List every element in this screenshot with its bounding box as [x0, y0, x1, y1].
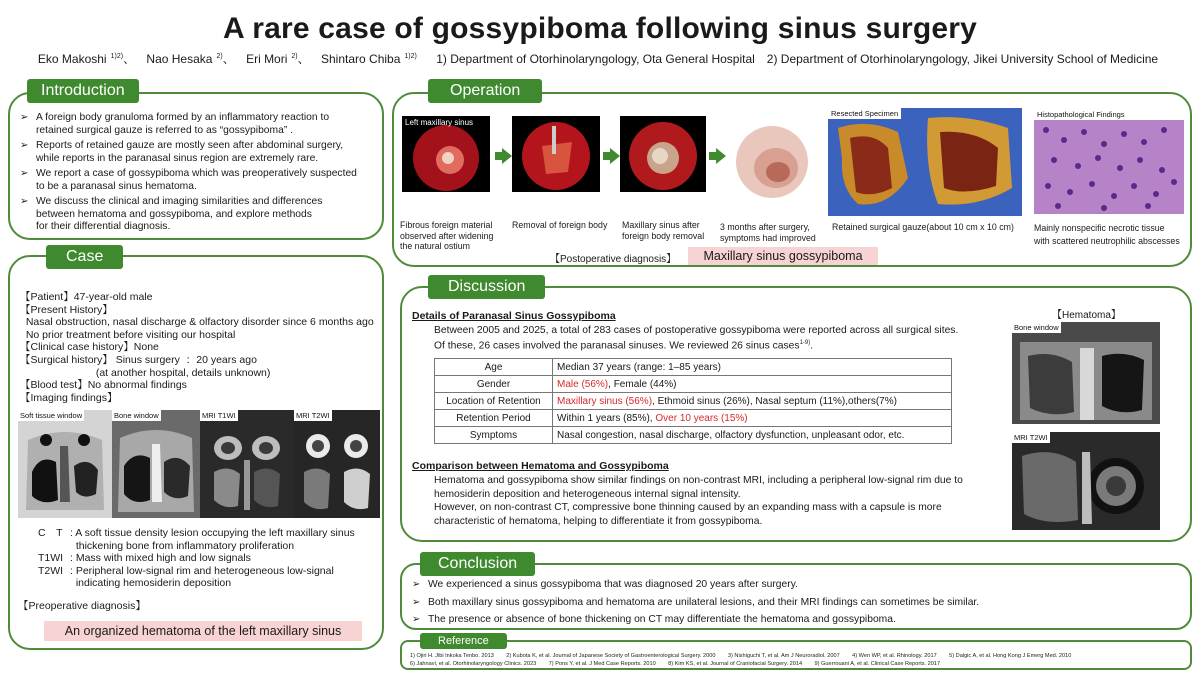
table-row: Location of Retention Maxillary sinus (56%), Ethmoid sinus (26%), Nasal septum (11%),others(7%) — [435, 393, 952, 410]
table-row: Gender Male (56%), Female (44%) — [435, 376, 952, 393]
poster-title: A rare case of gossypiboma following sinus surgery — [222, 12, 978, 45]
case-line: 【Surgical history】 Sinus surgery ：20 years ago — [20, 353, 257, 366]
case-line: No prior treatment before visiting our hospital — [20, 328, 236, 341]
finding-t1wi: T1WI : Mass with mixed high and low signals — [38, 552, 251, 565]
arrow-icon — [502, 148, 512, 164]
introduction-heading: Introduction — [27, 79, 139, 103]
postop-label: 【Postoperative diagnosis】 — [550, 254, 677, 265]
discussion-text: characteristic of hematoma, helping to differentiate it from gossypiboma. — [434, 515, 763, 527]
case-line: 【Blood test】No abnormal findings — [20, 379, 187, 392]
resected-specimen-image: Resected Specimen — [828, 108, 1022, 216]
caption-1: Fibrous foreign material observed after widening the natural ostium — [400, 220, 494, 251]
author-4: Shintaro Chiba $^{1)2)}$ — [321, 52, 417, 66]
arrow-icon — [716, 148, 726, 164]
author-line — [0, 50, 1200, 67]
mri-t2wi-image: MRI T2WI — [294, 410, 380, 518]
ct-bone-window-image: Bone window — [112, 410, 200, 518]
case-line: 【Imaging findings】 — [20, 391, 118, 404]
operation-panel — [392, 92, 1192, 267]
case-line: 【Present History】 — [20, 303, 113, 316]
caption-6: Mainly nonspecific necrotic tissue with scattered neutrophilic abscesses — [1034, 223, 1180, 246]
discussion-panel — [400, 286, 1192, 542]
conclusion-bullet: ➢ The presence or absence of bone thickening on CT may differentiate the hematoma and gossypiboma. — [412, 614, 1182, 627]
case-line: 【Patient】47-year-old male — [20, 291, 153, 303]
case-line: (at another hospital, details unknown) — [20, 366, 271, 379]
endoscopy-image-3 — [620, 116, 706, 192]
case-line: Nasal obstruction, nasal discharge & olfactory disorder since 6 months ago — [20, 316, 374, 329]
ct-soft-tissue-image: Soft tissue window — [18, 410, 112, 518]
preop-diagnosis: An organized hematoma of the left maxillary sinus — [44, 621, 362, 641]
conclusion-bullet: ➢ Both maxillary sinus gossypiboma and hematoma are unilateral lesions, and their MRI findings can sometimes be similar. — [412, 597, 1182, 610]
caption-2: Removal of foreign body — [512, 220, 608, 230]
caption-3: Maxillary sinus after foreign body removal — [622, 220, 705, 241]
hematoma-ct-image: Bone window — [1012, 322, 1160, 424]
hematoma-mri-image: MRI T2WI — [1012, 432, 1160, 530]
hematoma-label: 【Hematoma】 — [1052, 310, 1121, 321]
case-panel — [8, 255, 384, 650]
intro-bullet: ➢ We discuss the clinical and imaging similarities and differences between hematoma and gossypiboma, and explore methods for their differential diagnosis. — [20, 196, 380, 234]
histopathology-image: Histopathological Findings — [1034, 108, 1184, 214]
discussion-text: Hematoma and gossypiboma show similar findings on non-contrast MRI, including a peripheral low-signal rim due to — [434, 475, 963, 486]
discussion-subheading-1: Details of Paranasal Sinus Gossypiboma — [412, 310, 616, 322]
discussion-heading: Discussion — [428, 275, 545, 299]
reference-line: 1) Ojiri H. Jibi Inkoka Tenbo. 2013 2) Kubota K, et al. Journal of Japanese Society of Gastroenterological Surgery. 2000 3) Nishiguchi T, et al. Am J Neuroradiol. 2007 4) Wen WP, et al. Rhinology. 2017 5) Dalgic A, et al. Hong Kong J Emerg Med. 2010 — [410, 653, 1072, 659]
affiliations: 1) Department of Otorhinolaryngology, Ota General Hospital 2) Department of Otorhinolaryngology, Jikei University School of Medicine — [436, 52, 1159, 66]
author-2: Nao Hesaka $^{2)}$、 — [146, 52, 235, 66]
case-line: 【Clinical case history】None — [20, 341, 159, 354]
mri-t1wi-image: MRI T1WI — [200, 410, 294, 518]
conclusion-heading: Conclusion — [420, 552, 535, 576]
discussion-subheading-2: Comparison between Hematoma and Gossypiboma — [412, 460, 669, 472]
table-row: Retention Period Within 1 years (85%), Over 10 years (15%) — [435, 410, 952, 427]
table-row: Symptoms Nasal congestion, nasal discharge, olfactory dysfunction, unpleasant odor, etc. — [435, 427, 952, 444]
intro-bullet: ➢ Reports of retained gauze are mostly seen after abdominal surgery, while reports in the paranasal sinus region are extremely rare. — [20, 140, 380, 165]
reference-heading: Reference — [420, 633, 507, 649]
discussion-text: However, on non-contrast CT, compressive bone thinning caused by an expanding mass with a capsule is more — [434, 502, 942, 513]
reference-panel — [400, 640, 1192, 670]
caption-5: Retained surgical gauze(about 10 cm x 10 cm) — [832, 222, 1014, 232]
endoscopy-image-1: Left maxillary sinus — [402, 116, 490, 192]
intro-bullet: ➢ We report a case of gossypiboma which was preoperatively suspected to be a paranasal sinus hematoma. — [20, 168, 380, 193]
reference-line: 6) Jahnavi, et al. Otorhinolaryngology Clinics. 2023 7) Pons Y, et al. J Med Case Reports. 2010 8) Kim KS, et al. Journal of Craniofacial Surgery. 2014 9) Guerrouani A, et al. Clinical Case Reports. 2017 — [410, 661, 941, 667]
caption-4: 3 months after surgery, symptoms had improved — [720, 222, 816, 243]
postop-diagnosis: Maxillary sinus gossypiboma — [688, 247, 878, 265]
intro-bullet: ➢ A foreign body granuloma formed by an inflammatory reaction to retained surgical gauze is referred to as “gossypiboma” . — [20, 112, 380, 137]
finding-t2wi: T2WI : Peripheral low-signal rim and heterogeneous low-signal indicating hemosiderin deposition — [38, 564, 334, 590]
operation-heading: Operation — [428, 79, 542, 103]
introduction-panel — [8, 92, 384, 240]
endoscopy-image-4 — [726, 122, 818, 200]
author-3: Eri Mori $^{2)}$、 — [246, 52, 310, 66]
summary-table — [434, 358, 952, 444]
table-row: Age Median 37 years (range: 1–85 years) — [435, 359, 952, 376]
discussion-text: hemosiderin deposition and heterogeneous internal signal intensity. — [434, 488, 741, 500]
discussion-text: Between 2005 and 2025, a total of 283 cases of postoperative gossypiboma were reported across all surgical sites. — [434, 325, 959, 336]
discussion-text: Of these, 26 cases involved the paranasal sinuses. We reviewed 26 sinus cases$^{1-9)}$. — [434, 340, 814, 352]
preop-label: 【Preoperative diagnosis】 — [18, 600, 146, 612]
author-1: Eko Makoshi $^{1)2)}$、 — [37, 52, 136, 66]
case-heading: Case — [46, 245, 123, 269]
arrow-icon — [610, 148, 620, 164]
endoscopy-image-2 — [512, 116, 600, 192]
finding-ct: C T : A soft tissue density lesion occupying the left maxillary sinus thickening bone from inflammatory proliferation — [38, 527, 355, 552]
conclusion-bullet: ➢ We experienced a sinus gossypiboma that was diagnosed 20 years after surgery. — [412, 579, 1182, 592]
